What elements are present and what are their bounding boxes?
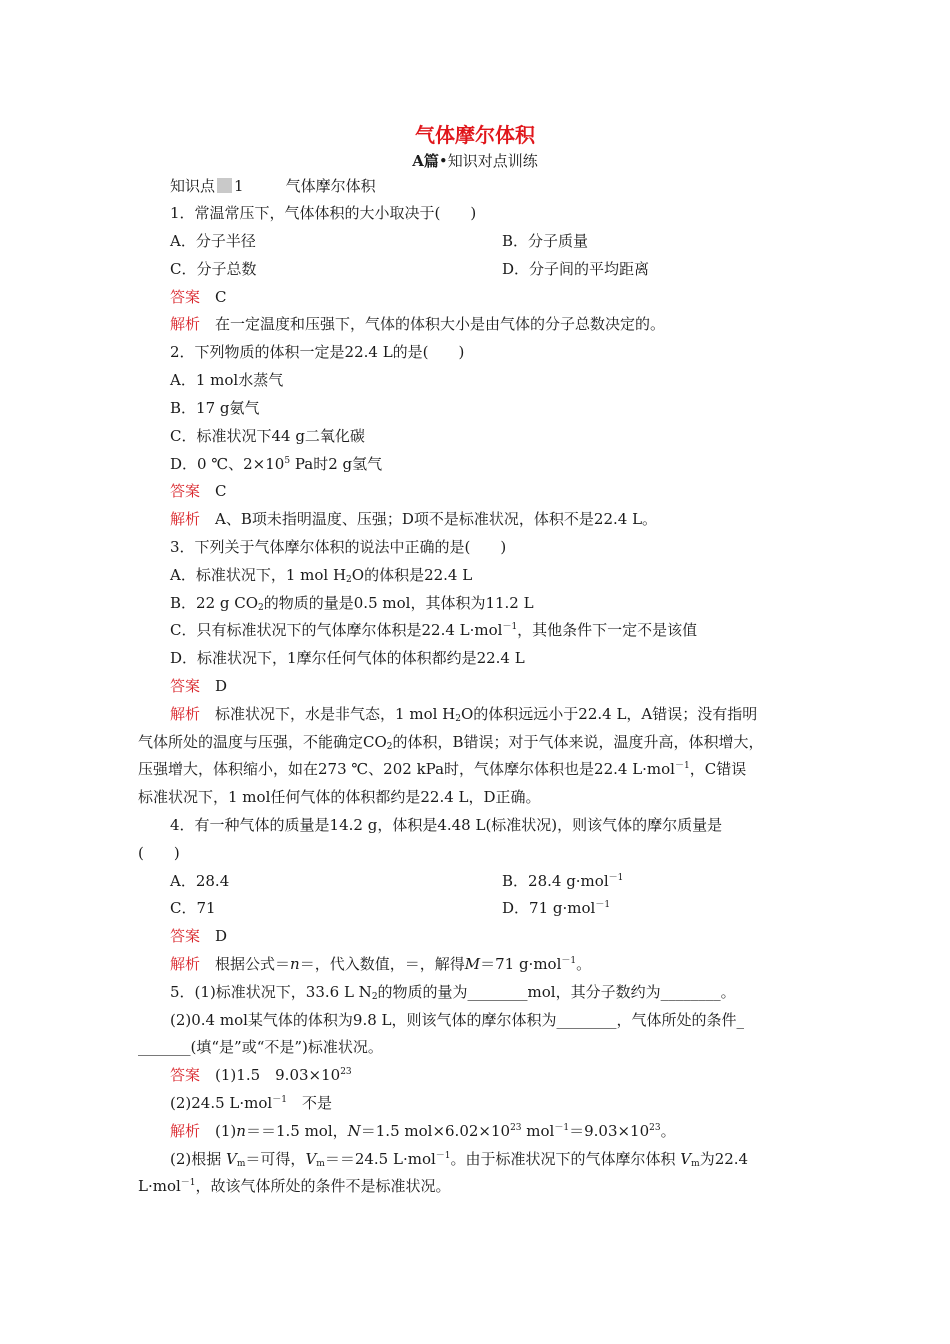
q3-option-c: C．只有标准状况下的气体摩尔体积是22.4 L·mol$^{-1}$，其他条件下一定不是该值 [170,621,698,639]
q5-answer-1: 答案 (1)1.5 $9.03\times 10^{23}$ [170,1066,352,1084]
q3-option-d: D．标准状况下，1摩尔任何气体的体积都约是22.4 L [170,649,525,667]
q1-explanation: 解析 在一定温度和压强下，气体的体积大小是由气体的分子总数决定的。 [170,315,666,333]
q5-answer-2: (2)24.5 L·mol$^{-1}$ 不是 [170,1094,332,1112]
q1-option-c: C．分子总数 [170,260,257,278]
q4-explanation: 解析 根据公式＝n＝，代入数值，＝，解得M＝71 g·mol$^{-1}$。 [170,955,592,973]
q1-answer: 答案 C [170,288,227,306]
q4-option-a: A．28.4 [170,872,230,890]
q2-option-d: D．0 ℃、$2\times 10^5$ Pa时2 g氢气 [170,455,383,473]
q3-option-a: A．标准状况下，1 mol $H_2O$的体积是22.4 L [170,566,473,585]
q5-explanation-1: 解析 (1)n＝＝1.5 mol，N＝1.5 $mol\times 6.02\times 10^{23}$ $mol^{-1}=9.03\times 10^{23}$。 [170,1122,676,1140]
question-4-stem-cont: ( ) [138,844,180,862]
section-subtitle: A篇•知识对点训练 [412,152,538,170]
q3-explanation-line-4: 标准状况下，1 mol任何气体的体积都约是22.4 L，D正确。 [138,788,541,806]
question-4-stem: 4．有一种气体的质量是14.2 g，体积是4.48 L(标准状况)，则该气体的摩尔质量是 [170,816,723,834]
knowledge-point-heading: 知识点 1 气体摩尔体积 [170,177,376,195]
q3-explanation-line-1: 解析 标准状况下，水是非气态，1 mol $H_2O$的体积远远小于22.4 L，A错误；没有指明 [170,705,758,724]
question-1-stem: 1．常温常压下，气体体积的大小取决于( ) [170,204,477,222]
page-title: 气体摩尔体积 [415,123,535,147]
q5-explanation-2: (2)根据 $V_m=$可得，$V_m==24.5$ L·mol$^{-1}$。由于标准状况下的气体摩尔体积 $V_m$为22.4 [170,1150,749,1169]
q2-option-a: A．1 mol水蒸气 [170,371,284,389]
q4-option-c: C．71 [170,899,216,917]
question-3-stem: 3．下列关于气体摩尔体积的说法中正确的是( ) [170,538,507,556]
q5-explanation-3: L·mol$^{-1}$，故该气体所处的条件不是标准状况。 [138,1177,451,1195]
q2-explanation: 解析 A、B项未指明温度、压强；D项不是标准状况，体积不是22.4 L。 [170,510,658,528]
square-icon [217,178,232,193]
q4-option-d: D．71 g·mol$^{-1}$ [502,899,611,917]
q3-answer: 答案 D [170,677,228,695]
q1-option-d: D．分子间的平均距离 [502,260,650,278]
question-5-part-2: (2)0.4 mol某气体的体积为9.8 L，则该气体的摩尔体积为________，气体所处的条件_ [170,1011,745,1029]
q4-option-b: B．28.4 g·mol$^{-1}$ [502,872,624,890]
question-5-part-1: 5．(1)标准状况下，33.6 L $N_2$的物质的量为________mol，其分子数约为________。 [170,983,736,1002]
q3-explanation-line-3: 压强增大，体积缩小，如在273 ℃、202 kPa时，气体摩尔体积也是22.4 L·mol$^{-1}$，C错误 [138,760,747,778]
question-5-part-2-cont: _______(填“是”或“不是”)标准状况。 [138,1038,383,1056]
q1-option-a: A．分子半径 [170,232,256,250]
q3-option-b: B．22 g $CO_2$的物质的量是0.5 mol，其体积为11.2 L [170,594,534,613]
q2-option-b: B．17 g氨气 [170,399,260,417]
q2-answer: 答案 C [170,482,227,500]
q2-option-c: C．标准状况下44 g二氧化碳 [170,427,365,445]
q1-option-b: B．分子质量 [502,232,589,250]
q3-explanation-line-2: 气体所处的温度与压强，不能确定$CO_2$的体积，B错误；对于气体来说，温度升高，体积增大， [138,733,764,752]
question-2-stem: 2．下列物质的体积一定是22.4 L的是( ) [170,343,465,361]
q4-answer: 答案 D [170,927,228,945]
